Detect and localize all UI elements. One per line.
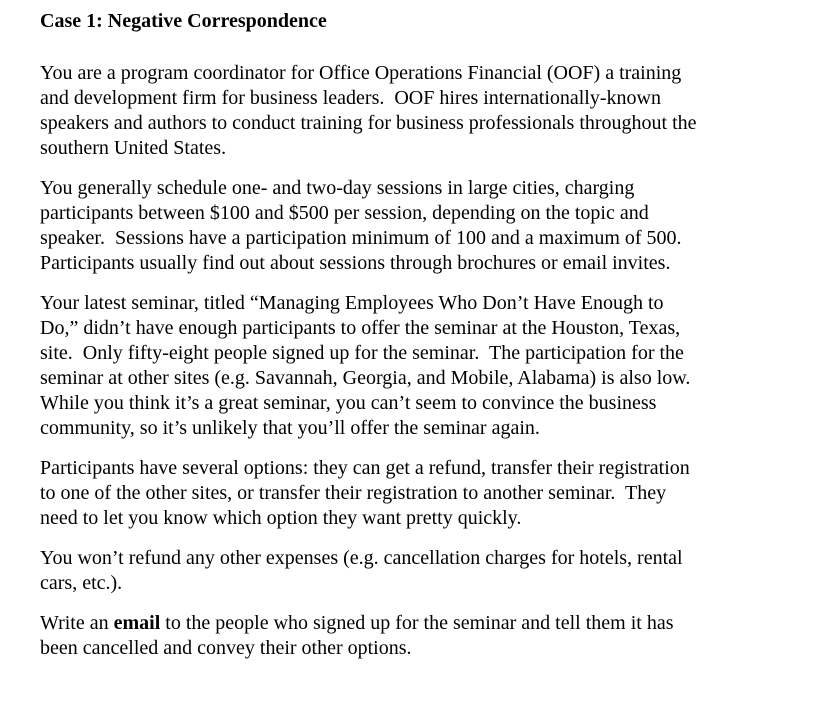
text-line: participants between $100 and $500 per session, depending on the topic and (40, 202, 649, 224)
paragraph-task (40, 611, 791, 661)
text-line: While you think it’s a great seminar, you can’t seem to convince the business (40, 392, 657, 414)
case-title: Case 1: Negative Correspondence (40, 10, 327, 32)
text-line: You won’t refund any other expenses (e.g. cancellation charges for hotels, rental (40, 547, 683, 569)
text-line: and development firm for business leaders. OOF hires internationally-known (40, 87, 661, 109)
paragraph-sessions (40, 176, 791, 276)
text-line: southern United States. (40, 137, 227, 159)
paragraph-options (40, 456, 791, 531)
email-bold-word: email (113, 612, 161, 634)
text-line: Do,” didn’t have enough participants to offer the seminar at the Houston, Texas, (40, 317, 681, 339)
task-line-1 (40, 611, 791, 636)
text-line: community, so it’s unlikely that you’ll offer the seminar again. (40, 417, 540, 439)
task-line-2: been cancelled and convey their other options. (40, 637, 412, 659)
text-line: Participants usually find out about sessions through brochures or email invites. (40, 252, 671, 274)
text-line: seminar at other sites (e.g. Savannah, Georgia, and Mobile, Alabama) is also low. (40, 367, 691, 389)
text-line: need to let you know which option they want pretty quickly. (40, 507, 522, 529)
text-line: You are a program coordinator for Office Operations Financial (OOF) a training (40, 62, 682, 84)
task-text-suffix: to the people who signed up for the seminar and tell them it has (160, 612, 674, 634)
text-line: Your latest seminar, titled “Managing Employees Who Don’t Have Enough to (40, 292, 664, 314)
text-line: to one of the other sites, or transfer their registration to another seminar. They (40, 482, 667, 504)
text-line: site. Only fifty-eight people signed up for the seminar. The participation for the (40, 342, 684, 364)
paragraph-no-refund (40, 546, 791, 596)
text-line: speakers and authors to conduct training for business professionals throughout the (40, 112, 697, 134)
text-line: speaker. Sessions have a participation minimum of 100 and a maximum of 500. (40, 227, 682, 249)
paragraph-seminar (40, 291, 791, 441)
text-line: cars, etc.). (40, 572, 123, 594)
text-line: You generally schedule one- and two-day sessions in large cities, charging (40, 177, 635, 199)
text-line: Participants have several options: they can get a refund, transfer their registration (40, 457, 690, 479)
task-text-prefix: Write an (40, 612, 114, 634)
paragraph-intro (40, 61, 791, 161)
